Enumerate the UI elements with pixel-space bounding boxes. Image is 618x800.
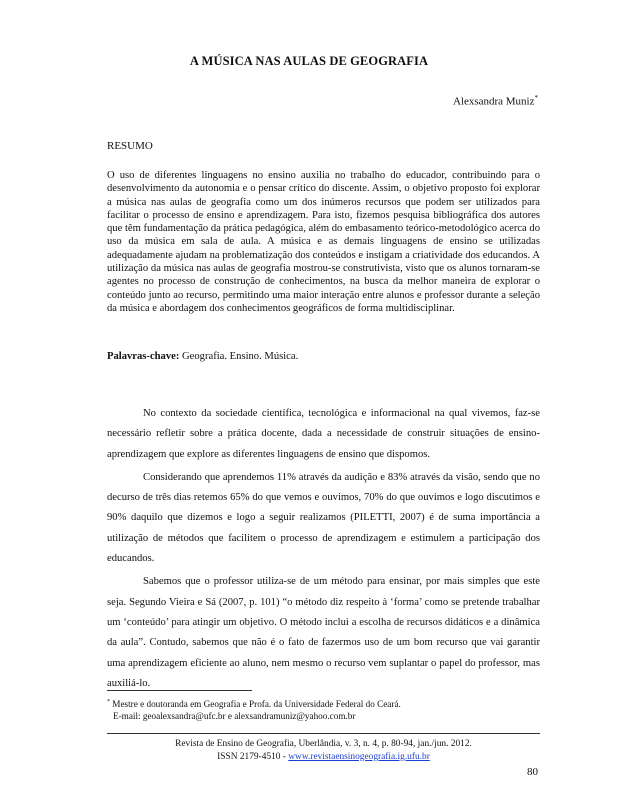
author-footnote-mark: * [534, 94, 538, 102]
author-line [453, 94, 538, 108]
author-name: Alexsandra Muniz [452, 95, 535, 108]
keywords-line [107, 351, 298, 362]
abstract-heading: RESUMO [107, 140, 153, 152]
footnote-line-1 [107, 696, 401, 710]
keywords-label: Palavras-chave: [107, 351, 180, 362]
issn-text: ISSN 2179-4510 - [217, 751, 289, 762]
footnote-mark: * [107, 699, 110, 705]
abstract-text: O uso de diferentes linguagens no ensino auxilia no trabalho do educador, contribuindo para o desenvolvimento da autonomia e o pensar crítico do discente. Assim, o objetivo proposto foi explorar a música nas aulas de geografia como um dos inúmeros recursos que podem ser utilizados para facilitar o processo de ensino e aprendizagem. Para isto, fizemos pesquisa bibliográfica dos autores que têm fundamentação da prática pedagógica, além do embasamento teórico-metodológico acerca do uso da música em sala de aula. A música e as demais linguagens de ensino se utilizadas adequadamente ajudam na problematização dos conteúdos e instigam a criatividade dos educandos. A utilização da música nas aulas de geografia mostrou-se construtivista, visto que os alunos tornaram-se agentes no processo de construção de conhecimentos, na busca da melhor maneira de explorar o conteúdo junto ao recurso, permitindo uma maior interação entre alunos e professor durante a seleção da música e abordagem dos conhecimentos geográficos de forma multidisciplinar. [107, 170, 540, 314]
journal-footer [107, 738, 540, 763]
footnote-affiliation: Mestre e doutoranda em Geografia e Profa. da Universidade Federal do Ceará. [112, 699, 401, 710]
keywords-value: Geografia. Ensino. Música. [182, 351, 299, 362]
body-paragraph: Sabemos que o professor utiliza-se de um método para ensinar, por mais simples que este seja. Segundo Vieira e Sá (2007, p. 101) “o método diz respeito à ‘forma’ como se pretende trabalhar um ‘conteúdo’ para atingir um objetivo. O método inclui a escolha de recursos didáticos e a dinâmica da aula”. Contudo, sabemos que não é o fato de fazermos uso de um bom recurso que vai garantir uma aprendizagem eficiente ao aluno, nem mesmo o recurso vem suplantar o papel do professor, mas auxiliá-lo. [107, 576, 540, 689]
body-paragraph: No contexto da sociedade científica, tecnológica e informacional na qual vivemos, faz-se necessário refletir sobre a prática docente, dada a necessidade de construir situações de ensino-aprendizagem que explore as diferentes linguagens de ensino que dispomos. [107, 408, 540, 460]
journal-url-link[interactable]: www.revistaensinogeografia.ig.ufu.br [288, 751, 430, 762]
body-text [107, 404, 540, 697]
footnote-divider [107, 690, 252, 691]
article-title: A MÚSICA NAS AULAS DE GEOGRAFIA [189, 54, 429, 68]
page-number: 80 [527, 766, 538, 778]
journal-citation: Revista de Ensino de Geografia, Uberlândia, v. 3, n. 4, p. 80-94, jan./jun. 2012. [175, 739, 472, 749]
body-paragraph: Considerando que aprendemos 11% através da audição e 83% através da visão, sendo que no decurso de três dias retemos 65% do que vemos e ouvimos, 70% do que ouvimos e logo discutimos e 90% daquilo que dizemos e logo a seguir realizamos (PILETTI, 2007) é de suma importância a utilização de métodos que facilitem o processo de aprendizagem e estimulem a participação dos educandos. [107, 471, 540, 565]
footer-divider [107, 733, 540, 734]
issn-line [107, 751, 540, 764]
footnote [107, 696, 401, 722]
footnote-line-2: E-mail: geoalexsandra@ufc.br e alexsandramuniz@yahoo.com.br [113, 711, 356, 722]
